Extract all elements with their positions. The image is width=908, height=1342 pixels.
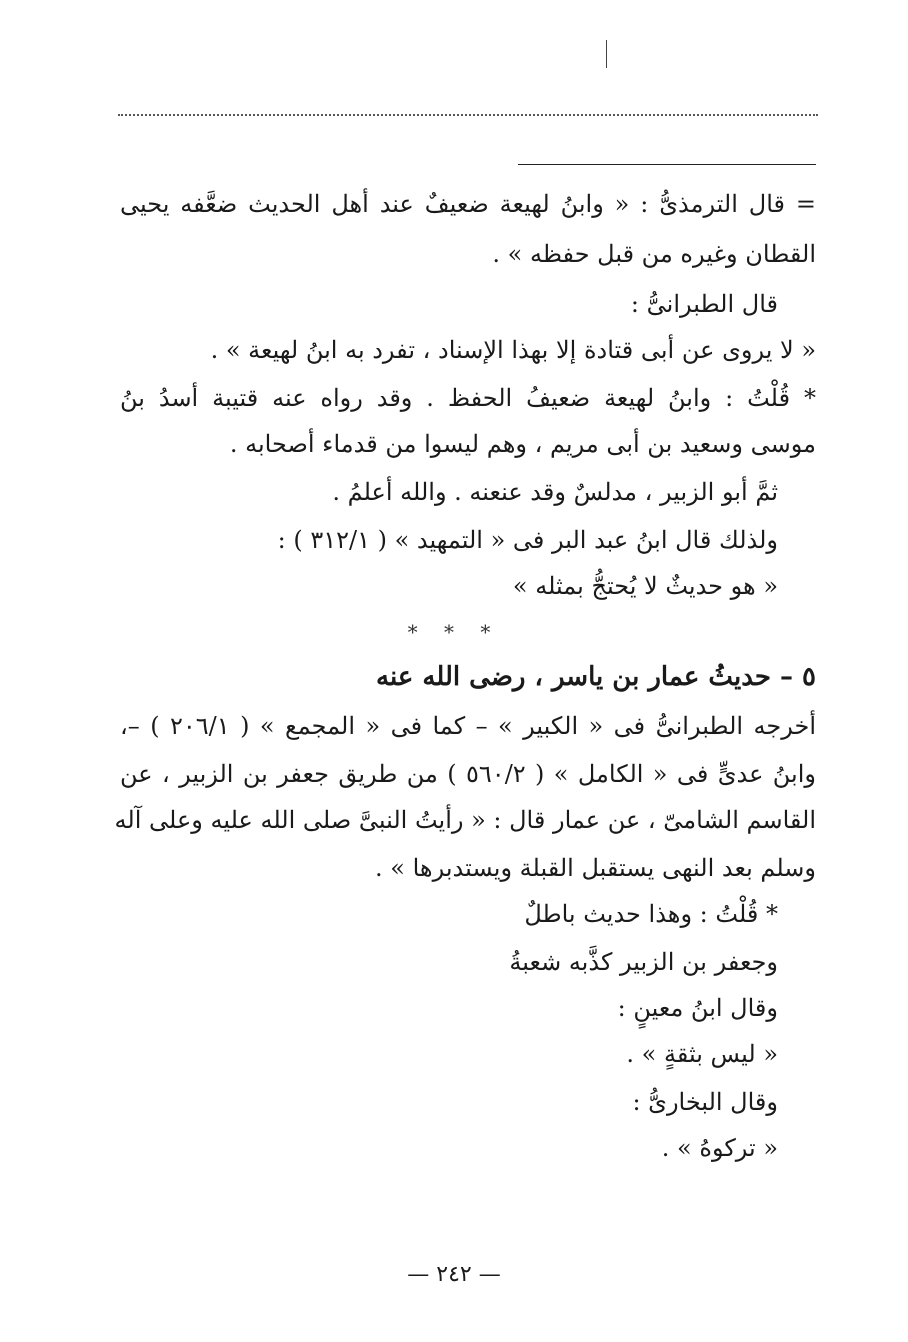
text-line: « لا يروى عن أبى قتادة إلا بهذا الإسناد ، تفرد به ابنُ لهيعة » . xyxy=(210,336,816,364)
text-line: « تركوهُ » . xyxy=(661,1134,778,1162)
text-line: وسلم بعد النهى يستقبل القبلة ويستدبرها » . xyxy=(375,854,816,882)
dotted-separator xyxy=(118,114,818,116)
text-line: ولذلك قال ابنُ عبد البر فى « التمهيد » ( ٣١٢/١ ) : xyxy=(277,526,778,554)
text-line: * قُلْتُ : وابنُ لهيعة ضعيفُ الحفظ . وقد رواه عنه قتيبة أسدُ بنُ xyxy=(120,384,817,412)
text-line: قال الطبرانىُّ : xyxy=(630,290,778,318)
section-heading: ٥ – حديثُ عمار بن ياسر ، رضى الله عنه xyxy=(376,662,816,692)
text-line: * قُلْتُ : وهذا حديث باطلٌ xyxy=(524,900,778,928)
section-separator: * * * xyxy=(407,620,501,644)
text-line: وجعفر بن الزبير كذَّبه شعبةُ xyxy=(509,948,778,976)
text-line: « ليس بثقةٍ » . xyxy=(626,1040,778,1068)
text-line: أخرجه الطبرانىُّ فى « الكبير » – كما فى « المجمع » ( ٢٠٦/١ ) –، xyxy=(120,712,816,740)
text-line: = قال الترمذىُّ : « وابنُ لهيعة ضعيفٌ عند أهل الحديث ضعَّفه يحيى xyxy=(120,190,816,218)
text-line: القطان وغيره من قبل حفظه » . xyxy=(492,240,816,268)
text-line: وقال البخارىُّ : xyxy=(632,1088,778,1116)
text-line: القاسم الشامىّ ، عن عمار قال : « رأيتُ النبىَّ صلى الله عليه وعلى آله xyxy=(114,806,816,834)
page-number: — ٢٤٢ — xyxy=(407,1262,501,1287)
text-line: وقال ابنُ معينٍ : xyxy=(617,994,778,1022)
top-mark xyxy=(606,40,607,68)
text-line: موسى وسعيد بن أبى مريم ، وهم ليسوا من قدماء أصحابه . xyxy=(229,430,816,458)
text-line: ثمَّ أبو الزبير ، مدلسٌ وقد عنعنه . والله أعلمُ . xyxy=(332,478,778,506)
footnote-rule xyxy=(518,164,816,165)
text-line: وابنُ عدىٍّ فى « الكامل » ( ٥٦٠/٢ ) من طريق جعفر بن الزبير ، عن xyxy=(120,760,816,788)
text-line: « هو حديثٌ لا يُحتجُّ بمثله » xyxy=(512,572,778,600)
